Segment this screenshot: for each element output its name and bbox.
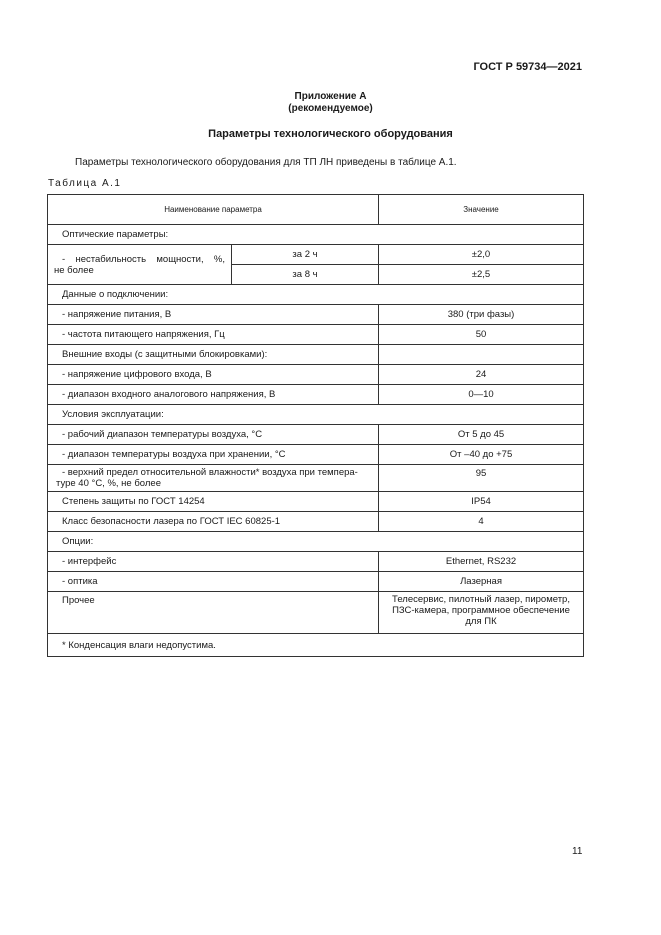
humidity-line-1: - верхний предел относительной влажности* воздуха при темпера- [62, 467, 358, 478]
humidity-line-2: туре 40 °С, %, не более [56, 478, 161, 489]
group-row-options [48, 532, 584, 552]
param-name: - напряжение цифрового входа, В [48, 365, 379, 385]
param-value: 50 [379, 325, 584, 345]
param-value: От 5 до 45 [379, 425, 584, 445]
param-value: Лазерная [379, 572, 584, 592]
group-optical: Оптические параметры: [48, 225, 584, 245]
table-row [48, 385, 584, 405]
table-footnote: * Конденсация влаги недопустима. [48, 634, 584, 657]
table-row [48, 305, 584, 325]
footnote-row [48, 634, 584, 657]
other-value-line-3: для ПК [465, 616, 497, 627]
parameters-table [47, 194, 584, 657]
table-row [48, 425, 584, 445]
table-row [48, 572, 584, 592]
instability-label [48, 245, 232, 285]
group-conditions: Условия эксплуатации: [48, 405, 584, 425]
param-name: Степень защиты по ГОСТ 14254 [48, 492, 379, 512]
page-number: 11 [572, 846, 583, 857]
header-parameter: Наименование параметра [48, 195, 379, 225]
param-value: 4 [379, 512, 584, 532]
annex-heading [0, 91, 661, 115]
annex-title: Приложение А [294, 91, 367, 102]
group-options: Опции: [48, 532, 584, 552]
annex-subtitle: (рекомендуемое) [288, 103, 373, 114]
table-row [48, 325, 584, 345]
param-value: IP54 [379, 492, 584, 512]
instability-period: за 2 ч [232, 245, 379, 265]
param-name: - оптика [48, 572, 379, 592]
table-row [48, 465, 584, 492]
instability-period: за 8 ч [232, 265, 379, 285]
group-inputs: Внешние входы (с защитными блокировками): [48, 345, 379, 365]
instability-line-1: - нестабильность мощности, %, [62, 253, 225, 265]
param-value: 0—10 [379, 385, 584, 405]
instability-line-2: не более [54, 264, 94, 276]
param-name: - напряжение питания, В [48, 305, 379, 325]
param-name: Прочее [48, 592, 379, 634]
param-name: - диапазон температуры воздуха при хранении, °С [48, 445, 379, 465]
param-value: Ethernet, RS232 [379, 552, 584, 572]
other-value [379, 592, 584, 634]
param-value: 24 [379, 365, 584, 385]
instability-value: ±2,5 [379, 265, 584, 285]
empty-cell [379, 345, 584, 365]
instability-value: ±2,0 [379, 245, 584, 265]
param-name: - рабочий диапазон температуры воздуха, °С [48, 425, 379, 445]
other-value-line-1: Телесервис, пилотный лазер, пирометр, [392, 594, 570, 605]
standard-code: ГОСТ Р 59734—2021 [473, 61, 582, 73]
param-name: - частота питающего напряжения, Гц [48, 325, 379, 345]
group-row-conditions [48, 405, 584, 425]
table-row [48, 365, 584, 385]
other-value-line-2: ПЗС-камера, программное обеспечение [392, 605, 570, 616]
table-row [48, 445, 584, 465]
param-name: Класс безопасности лазера по ГОСТ IEC 60825-1 [48, 512, 379, 532]
param-value: От –40 до +75 [379, 445, 584, 465]
param-value: 380 (три фазы) [379, 305, 584, 325]
param-name: - интерфейс [48, 552, 379, 572]
table-row [48, 552, 584, 572]
group-connection: Данные о подключении: [48, 285, 584, 305]
table-row [48, 492, 584, 512]
group-row-connection [48, 285, 584, 305]
group-row-inputs [48, 345, 584, 365]
table-header-row [48, 195, 584, 225]
table-label: Таблица А.1 [48, 178, 122, 189]
param-value: 95 [379, 465, 584, 492]
table-row [48, 245, 584, 265]
humidity-label [48, 465, 379, 492]
table-row [48, 592, 584, 634]
group-row-optical [48, 225, 584, 245]
section-title: Параметры технологического оборудования [208, 128, 453, 140]
param-name: - диапазон входного аналогового напряжения, В [48, 385, 379, 405]
intro-paragraph: Параметры технологического оборудования для ТП ЛН приведены в таблице А.1. [75, 157, 457, 168]
table-row [48, 512, 584, 532]
header-value: Значение [379, 195, 584, 225]
